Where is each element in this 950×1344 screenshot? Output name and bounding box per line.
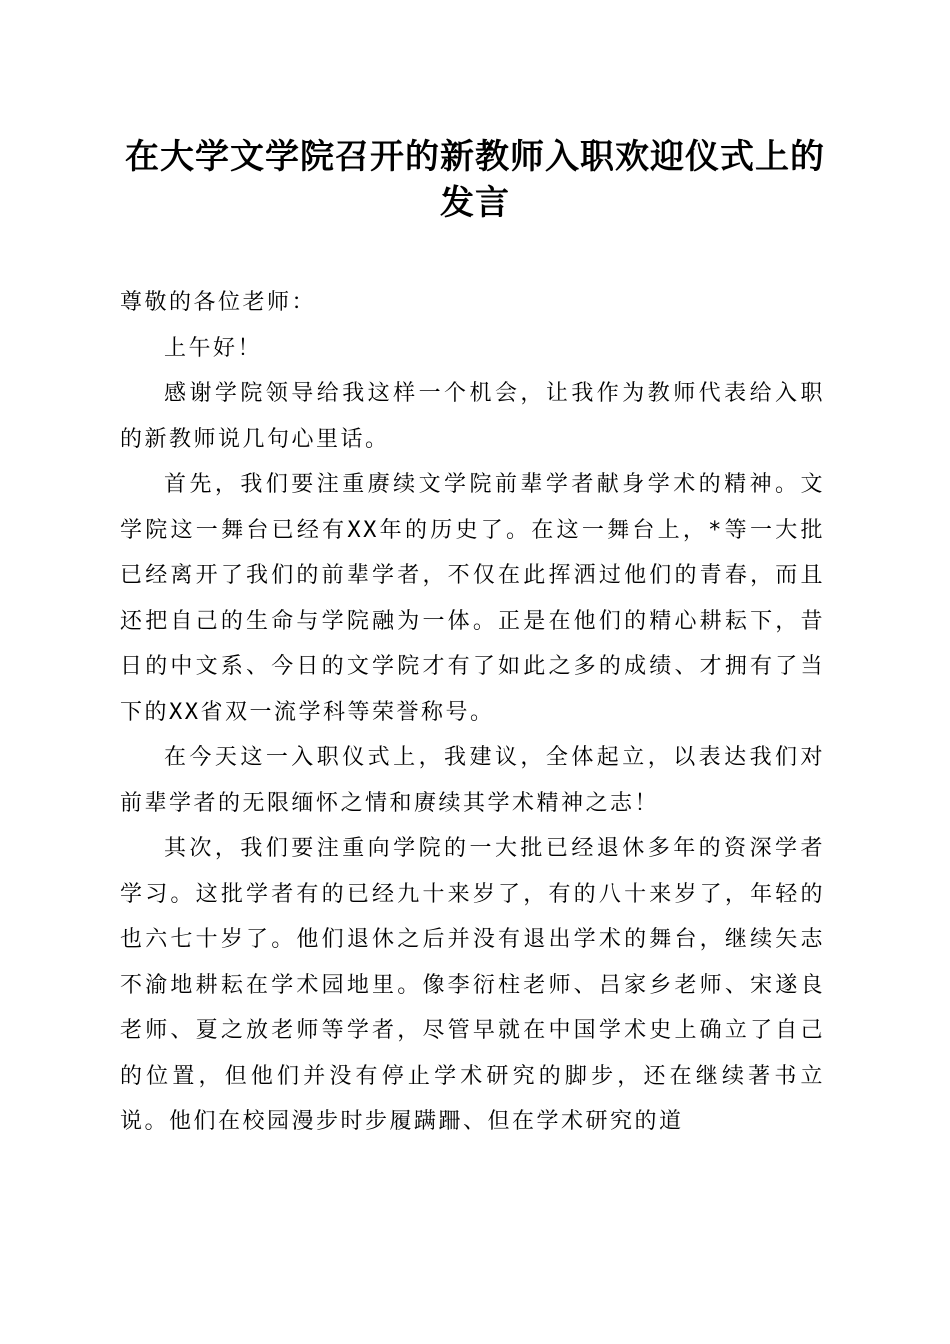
document-title (110, 134, 840, 226)
paragraph-first-point: 首先，我们要注重赓续文学院前辈学者献身学术的精神。文学院这一舞台已经有XX年的历史了。在这一舞台上，*等一大批已经离开了我们的前辈学者，不仅在此挥洒过他们的青春，而且还把自己的生命与学院融为一体。正是在他们的精心耕耘下，昔日的中文系、今日的文学院才有了如此之多的成绩、才拥有了当下的XX省双一流学科等荣誉称号。 (120, 472, 825, 725)
paragraph-proposal: 在今天这一入职仪式上，我建议，全体起立，以表达我们对前辈学者的无限缅怀之情和赓续其学术精神之志！ (120, 745, 825, 816)
title-line-1: 在大学文学院召开的新教师入职欢迎仪式上的 (125, 137, 825, 177)
paragraph-greeting: 上午好！ (164, 335, 263, 361)
title-line-2: 发言 (440, 183, 510, 223)
paragraph-second-point: 其次，我们要注重向学院的一大批已经退休多年的资深学者学习。这批学者有的已经九十来岁了，有的八十来岁了，年轻的也六七十岁了。他们退休之后并没有退出学术的舞台，继续矢志不渝地耕耘在学术园地里。像李衍柱老师、吕家乡老师、宋遂良老师、夏之放老师等学者，尽管早就在中国学术史上确立了自己的位置，但他们并没有停止学术研究的脚步，还在继续著书立说。他们在校园漫步时步履蹒跚、但在学术研究的道 (120, 836, 825, 1134)
salutation: 尊敬的各位老师： (120, 290, 317, 315)
paragraph-thanks: 感谢学院领导给我这样一个机会，让我作为教师代表给入职的新教师说几句心里话。 (120, 381, 825, 452)
document-body (120, 280, 825, 1145)
